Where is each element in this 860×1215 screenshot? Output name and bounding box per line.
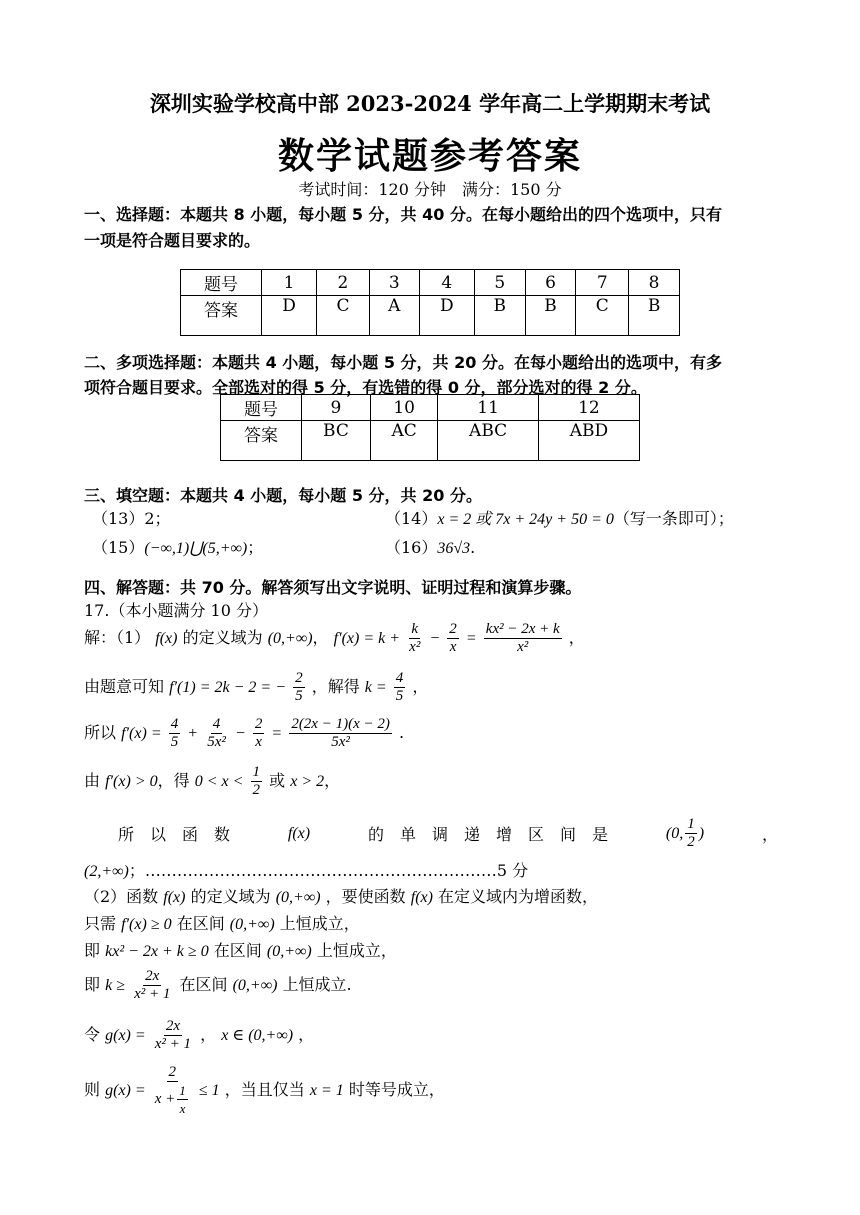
answer-cell: D: [262, 296, 317, 336]
solution-line-3: 所以 f′(x) = $\frac{4}{5}$ + $\frac{4}{\text{5x²}}$ − $\frac{2}{x}$ = $\frac{2(2x - 1)(x - 2)}{\text{5x²}}$ .: [84, 716, 405, 750]
school-heading: 深圳实验学校高中部 2023-2024 学年高二上学期期末考试: [149, 91, 711, 116]
solution-line-8: 只需 f′(x) ≥ 0 在区间 (0,+∞) 上恒成立，: [84, 914, 360, 933]
solution-line-7: （2）函数 f(x) 的定义域为 (0,+∞) ，要使函数 f(x) 在定义域内为增函数，: [84, 887, 599, 906]
solution-line-12: 则 g(x) = 2 x + $\frac{1}{x}$ ≤ 1 ，当且仅当 x = 1 时等号成立，: [84, 1064, 445, 1116]
solution-line-1: 解：（1） f(x) 的定义域为 (0,+∞)， f′(x) = k + $\frac{k}{\text{x²}}$ − $\frac{2}{x}$ = $\frac{\text{kx² − 2x + k}}{\text{x²}}$ ，: [84, 621, 585, 655]
answer-cell: B: [629, 296, 680, 336]
question-17-title: 17.（本小题满分 10 分）: [84, 601, 268, 620]
solution-line-11: 令 g(x) = $\frac{2x}{\text{x² + 1}}$ ， x ∈ (0,+∞) ，: [84, 1018, 315, 1052]
section1-answer-table: [180, 269, 680, 336]
answer-cell: C: [576, 296, 629, 336]
question-number-cell: 12: [538, 395, 639, 421]
answer-cell: ABC: [438, 421, 538, 461]
question-number-cell: 4: [419, 270, 474, 296]
question-number-cell: 1: [262, 270, 317, 296]
section2-heading-line1: 二、多项选择题：本题共 4 小题，每小题 5 分，共 20 分。在每小题给出的选项中，有多: [84, 353, 722, 372]
answer-15: （15）(−∞,1)⋃(5,+∞)；: [92, 538, 264, 557]
answer-cell: B: [474, 296, 525, 336]
question-number-cell: 8: [629, 270, 680, 296]
section2-heading-line2: 项符合题目要求。全部选对的得 5 分，有选错的得 0 分，部分选对的得 2 分。: [84, 378, 647, 397]
section1-heading-line1: 一、选择题：本题共 8 小题，每小题 5 分，共 40 分。在每小题给出的四个选项中，只有: [84, 205, 722, 224]
question-number-cell: 7: [576, 270, 629, 296]
solution-line-9: 即 kx² − 2x + k ≥ 0 在区间 (0,+∞) 上恒成立，: [84, 941, 397, 960]
question-number-cell: 9: [302, 395, 371, 421]
answer-14: （14）x = 2 或 7x + 24y + 50 = 0（写一条即可）；: [385, 509, 734, 528]
question-number-cell: 10: [370, 395, 438, 421]
answer-16: （16）36√3.: [385, 538, 476, 557]
answer-cell: BC: [302, 421, 371, 461]
row-label-answer: 答案: [221, 421, 302, 461]
row-label-answer: 答案: [181, 296, 262, 336]
answer-cell: D: [419, 296, 474, 336]
solution-line-2: 由题意可知 f′(1) = 2k − 2 = − $\frac{2}{5}$ ，解得 k = $\frac{4}{5}$ ，: [84, 670, 429, 704]
question-number-cell: 3: [369, 270, 419, 296]
solution-line-4: 由 f′(x) > 0，得 0 < x < $\frac{1}{2}$ 或 x > 2，: [84, 764, 341, 798]
answer-cell: A: [369, 296, 419, 336]
row-label-question: 题号: [221, 395, 302, 421]
answer-cell: C: [317, 296, 370, 336]
solution-line-10: 即 k ≥ $\frac{2x}{\text{x² + 1}}$ 在区间 (0,+∞) 上恒成立.: [84, 968, 352, 1002]
answer-13: （13）2；: [92, 509, 171, 528]
question-number-cell: 5: [474, 270, 525, 296]
section1-heading-line2: 一项是符合题目要求的。: [84, 231, 261, 250]
row-label-question: 题号: [181, 270, 262, 296]
exam-meta: 考试时间：120 分钟 满分：150 分: [298, 180, 562, 199]
solution-line-6: (2,+∞)；…………………………………………………………5 分: [84, 861, 529, 880]
section2-answer-table: [220, 394, 640, 461]
answer-cell: B: [525, 296, 576, 336]
question-number-cell: 11: [438, 395, 538, 421]
question-number-cell: 6: [525, 270, 576, 296]
section4-heading: 四、解答题：共 70 分。解答须写出文字说明、证明过程和演算步骤。: [84, 578, 582, 597]
question-number-cell: 2: [317, 270, 370, 296]
answer-cell: ABD: [538, 421, 639, 461]
section3-heading: 三、填空题：本题共 4 小题，每小题 5 分，共 20 分。: [84, 486, 482, 505]
solution-line-5: 所 以 函 数 f(x) 的 单 调 递 增 区 间 是 (0, $\frac{1}{2}$ ) ，: [118, 816, 778, 850]
answer-cell: AC: [370, 421, 438, 461]
page-title: 数学试题参考答案: [277, 135, 582, 177]
